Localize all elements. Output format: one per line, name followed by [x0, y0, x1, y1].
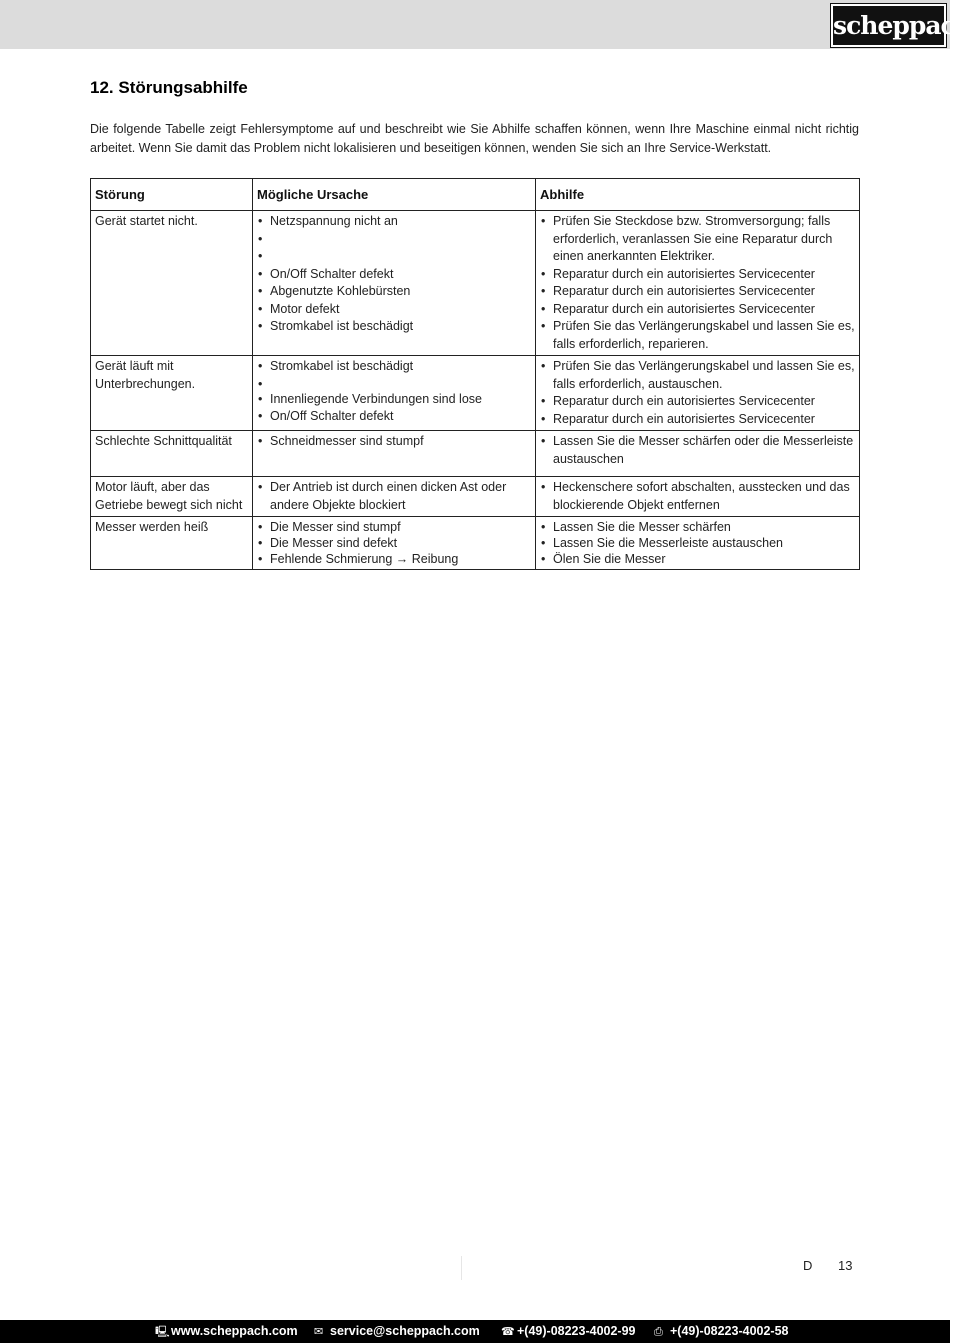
page-separator	[461, 1256, 462, 1280]
cause-item: • On/Off Schalter defekt	[257, 266, 531, 284]
cause-item: • Stromkabel ist beschädigt	[257, 358, 531, 376]
section-title: 12. Störungsabhilfe	[90, 78, 248, 97]
remedy-cell	[536, 431, 860, 477]
cause-item: • Motor defekt	[257, 301, 531, 319]
problem-text: Messer werden heiß	[95, 520, 209, 534]
column-header-cause: Mögliche Ursache	[253, 179, 536, 211]
problem-cell	[91, 356, 253, 431]
header-band	[0, 0, 950, 49]
column-header-problem: Störung	[91, 179, 253, 211]
cause-item: • Stromkabel ist beschädigt	[257, 318, 531, 336]
email-text: service@scheppach.com	[330, 1324, 480, 1338]
remedy-item: • Prüfen Sie das Verlängerungskabel und lassen Sie es, falls erforderlich, reparieren.	[540, 318, 855, 353]
brand-logo: scheppach	[831, 4, 946, 47]
page-number: 13	[838, 1258, 853, 1273]
fax-text: +(49)-08223-4002-58	[670, 1324, 789, 1338]
cause-item: • Die Messer sind stumpf	[257, 519, 531, 535]
problem-cell	[91, 517, 253, 570]
spacer	[257, 376, 531, 391]
remedy-item: • Ölen Sie die Messer	[540, 551, 855, 567]
fax-icon: ⎙	[654, 1326, 663, 1338]
column-header-remedy: Abhilfe	[536, 179, 860, 211]
remedy-item: • Reparatur durch ein autorisiertes Servicecenter	[540, 411, 855, 429]
computer-icon: 🖳	[155, 1326, 170, 1338]
email-icon: ✉	[314, 1326, 324, 1338]
intro-paragraph: Die folgende Tabelle zeigt Fehlersymptome auf und beschreibt wie Sie Abhilfe schaffen können, wenn Ihre Maschine einmal nicht richtig arbeitet. Wenn Sie damit das Problem nicht lokalisieren und beseitigen können, wenden Sie sich an Ihre Service-Werkstatt.	[90, 122, 859, 155]
problem-cell	[91, 211, 253, 356]
cause-cell	[253, 211, 536, 356]
remedy-item: • Prüfen Sie das Verlängerungskabel und lassen Sie es, falls erforderlich, austauschen.	[540, 358, 855, 393]
table-row	[91, 477, 860, 517]
cause-item: • Der Antrieb ist durch einen dicken Ast oder andere Objekte blockiert	[257, 479, 531, 514]
table-row	[91, 517, 860, 570]
remedy-item: • Lassen Sie die Messerleiste austauschen	[540, 535, 855, 551]
footer-website[interactable]	[155, 1320, 298, 1344]
remedy-item: • Reparatur durch ein autorisiertes Servicecenter	[540, 301, 855, 319]
spacer	[257, 231, 531, 249]
cause-item: • Schneidmesser sind stumpf	[257, 433, 531, 451]
cause-item: • Abgenutzte Kohlebürsten	[257, 283, 531, 301]
problem-text: Gerät startet nicht.	[95, 214, 198, 228]
remedy-item: • Prüfen Sie Steckdose bzw. Stromversorgung; falls erforderlich, veranlassen Sie eine Reparatur durch einen anerkannten Elektriker.	[540, 213, 855, 266]
cause-cell	[253, 477, 536, 517]
phone-icon: ☎	[501, 1326, 515, 1338]
problem-text: Motor läuft, aber das Getriebe bewegt sich nicht	[95, 480, 243, 512]
table-header-row	[91, 179, 860, 211]
cause-item: • Die Messer sind defekt	[257, 535, 531, 551]
problem-cell	[91, 477, 253, 517]
remedy-cell	[536, 356, 860, 431]
remedy-cell	[536, 211, 860, 356]
cause-item: • On/Off Schalter defekt	[257, 408, 531, 426]
table-row	[91, 431, 860, 477]
remedy-item: • Reparatur durch ein autorisiertes Servicecenter	[540, 393, 855, 411]
cause-item: • Fehlende Schmierung → Reibung	[257, 551, 531, 567]
troubleshooting-table	[90, 178, 860, 570]
footer-bar	[0, 1320, 950, 1343]
cause-cell	[253, 517, 536, 570]
cause-cell	[253, 431, 536, 477]
problem-text: Gerät läuft mit Unterbrechungen.	[95, 359, 196, 391]
problem-text: Schlechte Schnittqualität	[95, 434, 232, 448]
footer-phone	[501, 1320, 636, 1344]
remedy-item: • Lassen Sie die Messer schärfen	[540, 519, 855, 535]
remedy-item: • Reparatur durch ein autorisiertes Servicecenter	[540, 283, 855, 301]
footer-email[interactable]	[314, 1320, 480, 1344]
spacer	[257, 248, 531, 266]
remedy-item: • Lassen Sie die Messer schärfen oder die Messerleiste austauschen	[540, 433, 855, 468]
page-language-code: D	[803, 1258, 813, 1273]
cause-item: • Netzspannung nicht an	[257, 213, 531, 231]
table-row	[91, 356, 860, 431]
footer-fax	[654, 1320, 789, 1344]
phone-text: +(49)-08223-4002-99	[517, 1324, 636, 1338]
website-text: www.scheppach.com	[171, 1324, 298, 1338]
remedy-cell	[536, 477, 860, 517]
remedy-item: • Reparatur durch ein autorisiertes Servicecenter	[540, 266, 855, 284]
table-row	[91, 211, 860, 356]
cause-cell	[253, 356, 536, 431]
problem-cell	[91, 431, 253, 477]
remedy-item: • Heckenschere sofort abschalten, ausstecken und das blockierende Objekt entfernen	[540, 479, 855, 514]
remedy-cell	[536, 517, 860, 570]
cause-item: • Innenliegende Verbindungen sind lose	[257, 391, 531, 409]
